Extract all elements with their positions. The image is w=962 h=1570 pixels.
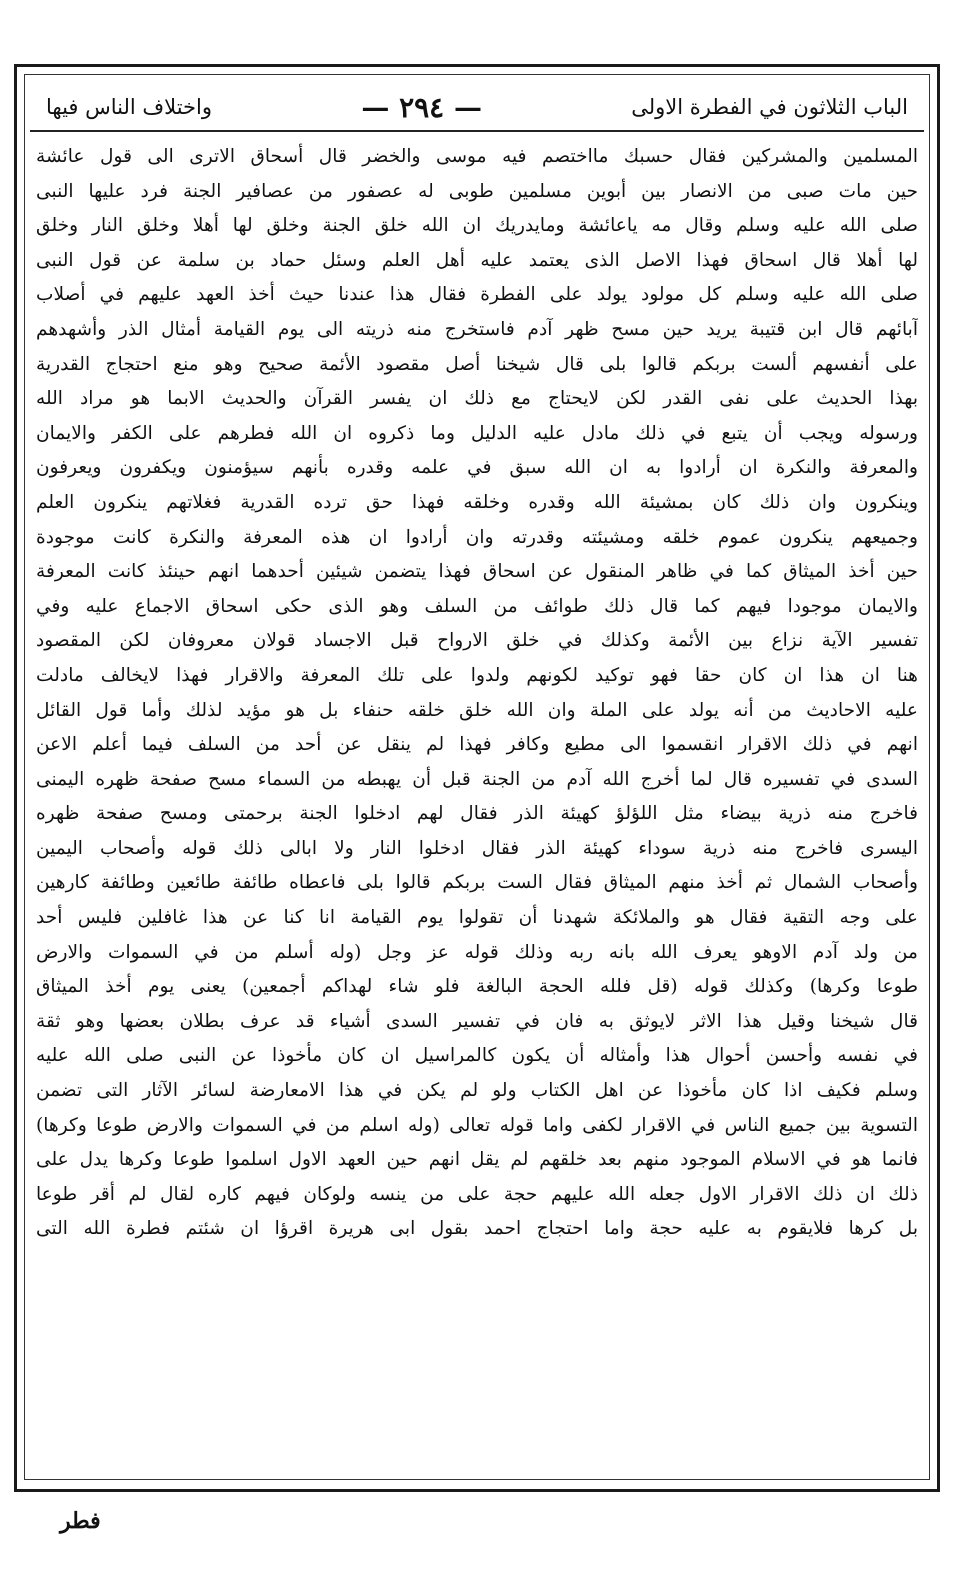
- running-head-topic: واختلاف الناس فيها: [46, 95, 213, 119]
- text-line: حين أخذ الميثاق كما في ظاهر المنقول عن اسحاق فهذا يتضمن شيئين أحدهما انهم حينئذ كانت المعرفة: [36, 561, 918, 583]
- text-line: المسلمين والمشركين فقال حسبك مااختصم فيه موسى والخضر قال أسحاق الاترى الى قول عائشة: [36, 146, 918, 167]
- text-line: وأصحاب الشمال ثم أخذ منهم الميثاق فقال الست بربكم قالوا بلى فاعطاه طائفة طائعين وطائفة كارهين: [36, 872, 918, 894]
- text-line: صلى الله عليه وسلم كل مولود يولد على الفطرة فقال هذا عندنا حيث أخذ العهد عليهم في أصلاب: [36, 284, 918, 306]
- text-line: من ولد آدم الاوهو يعرف الله بانه ربه وذلك قوله عز وجل (وله أسلم من في السموات والارض: [36, 941, 918, 963]
- text-line: وجميعهم ينكرون عموم خلقه ومشيئته وقدرته وان أرادوا ان هذه المعرفة والنكرة كانت موجودة: [36, 526, 918, 548]
- catchword: فطر: [60, 1508, 101, 1534]
- text-line: في نفسه وأحسن أحوال هذا وأمثاله أن يكون كالمراسيل ان كان مأخوذا عن النبى صلى الله عليه: [36, 1045, 918, 1067]
- running-head-chapter: الباب الثلاثون في الفطرة الاولى: [631, 95, 908, 119]
- text-line: حين مات صبى من الانصار بين أبوين مسلمين طوبى له عصفور من عصافير الجنة فرد عليها النبى: [36, 180, 918, 202]
- text-line: والايمان موجودا فيهم كما قال ذلك طوائف من السلف وهو الذى حكى اسحاق الاجماع عليه وفي: [36, 595, 918, 617]
- text-line: تفسير الآية نزاع بين الأئمة وكذلك في خلق الارواح قبل الاجساد قولان معروفان لكن المقصود: [36, 630, 918, 652]
- text-line: لها أهلا قال اسحاق فهذا الاصل الذى يعتمد عليه أهل العلم وسئل حماد بن سلمة عن قول النبى: [36, 249, 918, 271]
- text-line: بل كرها فلايقوم به عليه حجة واما احتجاج احمد بقول ابى هريرة اقرؤا ان شئتم فطرة الله التى: [36, 1218, 918, 1240]
- text-line: آبائهم قال ابن قتيبة يريد حين مسح ظهر آدم فاستخرج منه ذريته الى يوم القيامة أمثال الذر وأشهدهم: [36, 318, 918, 340]
- text-line: التسوية بين جميع الناس في الاقرار لكفى واما قوله تعالى (وله اسلم من في السموات والارض طوعا وكرها): [36, 1114, 918, 1136]
- page-header: [30, 84, 924, 132]
- text-line: قال شيخنا وقيل هذا الاثر لايوثق به فان في تفسير السدى أشياء قد عرف بطلان بعضها وهو ثقة: [36, 1010, 918, 1032]
- text-line: هنا ان هذا ان كان حقا فهو توكيد لكونهم ولدوا على تلك المعرفة والاقرار فهذا لايخالف مادلت: [36, 664, 918, 686]
- body-text: [36, 140, 918, 1470]
- text-line: على وجه التقية فقال هو والملائكة شهدنا أن تقولوا يوم القيامة انا كنا عن هذا غافلين فليس أحد: [36, 907, 918, 929]
- text-line: فانما هو في الاسلام الموجود منهم بعد خلقهم لم يقل انهم حين العهد الاول اسلموا طوعا وكرها يدل على: [36, 1149, 918, 1171]
- text-line: وسلم فكيف اذا كان مأخوذا عن اهل الكتاب ولو لم يكن في هذا الامعارضة لسائر الآثار التى تضمن: [36, 1080, 918, 1102]
- text-line: فاخرج منه ذرية بيضاء مثل اللؤلؤ كهيئة الذر فقال لهم ادخلوا الجنة برحمتى ومسح صفحة ظهره: [36, 803, 918, 825]
- text-line: على أنفسهم ألست بربكم قالوا بلى قال شيخنا أصل مقصود الأئمة صحيح وهو منع احتجاج القدرية: [36, 353, 918, 375]
- text-line: ذلك ان ذلك الاقرار الاول جعله الله عليهم حجة على من ينسه ولوكان فيهم كاره لقال لم أقر طوعا: [36, 1183, 918, 1205]
- text-line: وينكرون وان ذلك كان بمشيئة الله وقدره وخلقه فهذا حق ترده القدرية فغلاتهم ينكرون العلم: [36, 491, 918, 513]
- text-line: والمعرفة والنكرة ان أرادوا به ان الله سبق في علمه وقدره بأنهم سيؤمنون ويكفرون ويعرفون: [36, 457, 918, 479]
- text-line: عليه الاحاديث من أنه يولد على الملة وان الله خلق خلقه حنفاء بل هو مؤيد لذلك وأما قول القائل: [36, 699, 918, 721]
- page-number: — ٢٩٤ —: [361, 90, 482, 124]
- text-line: اليسرى فاخرج منه ذرية سوداء كهيئة الذر فقال ادخلوا النار ولا ابالى ذلك قوله وأصحاب اليمين: [36, 837, 918, 859]
- text-line: صلى الله عليه وسلم وقال مه ياعائشة ومايدريك ان الله خلق الجنة وخلق لها أهلا وخلق النار وخلق: [36, 215, 918, 237]
- text-line: ورسوله ويجب أن يتبع في ذلك مادل عليه الدليل وما ذكروه ان الله فطرهم على الكفر والايمان: [36, 422, 918, 444]
- text-line: السدى في تفسيره قال لما أخرج الله آدم من الجنة قبل أن يهبطه من السماء مسح صفحة ظهره اليمنى: [36, 768, 918, 790]
- text-line: انهم في ذلك الاقرار انقسموا الى مطيع وكافر فهذا لم ينقل عن أحد من السلف فيما أعلم الاعن: [36, 734, 918, 756]
- text-line: طوعا وكرها) وكذلك قوله (قل فلله الحجة البالغة فلو شاء لهداكم أجمعين) يعنى يوم أخذ الميثاق: [36, 976, 918, 998]
- text-line: بهذا الحديث على نفى القدر لكن لايحتاج مع ذلك ان يفسر القرآن والحديث الابما هو مراد الله: [36, 388, 918, 410]
